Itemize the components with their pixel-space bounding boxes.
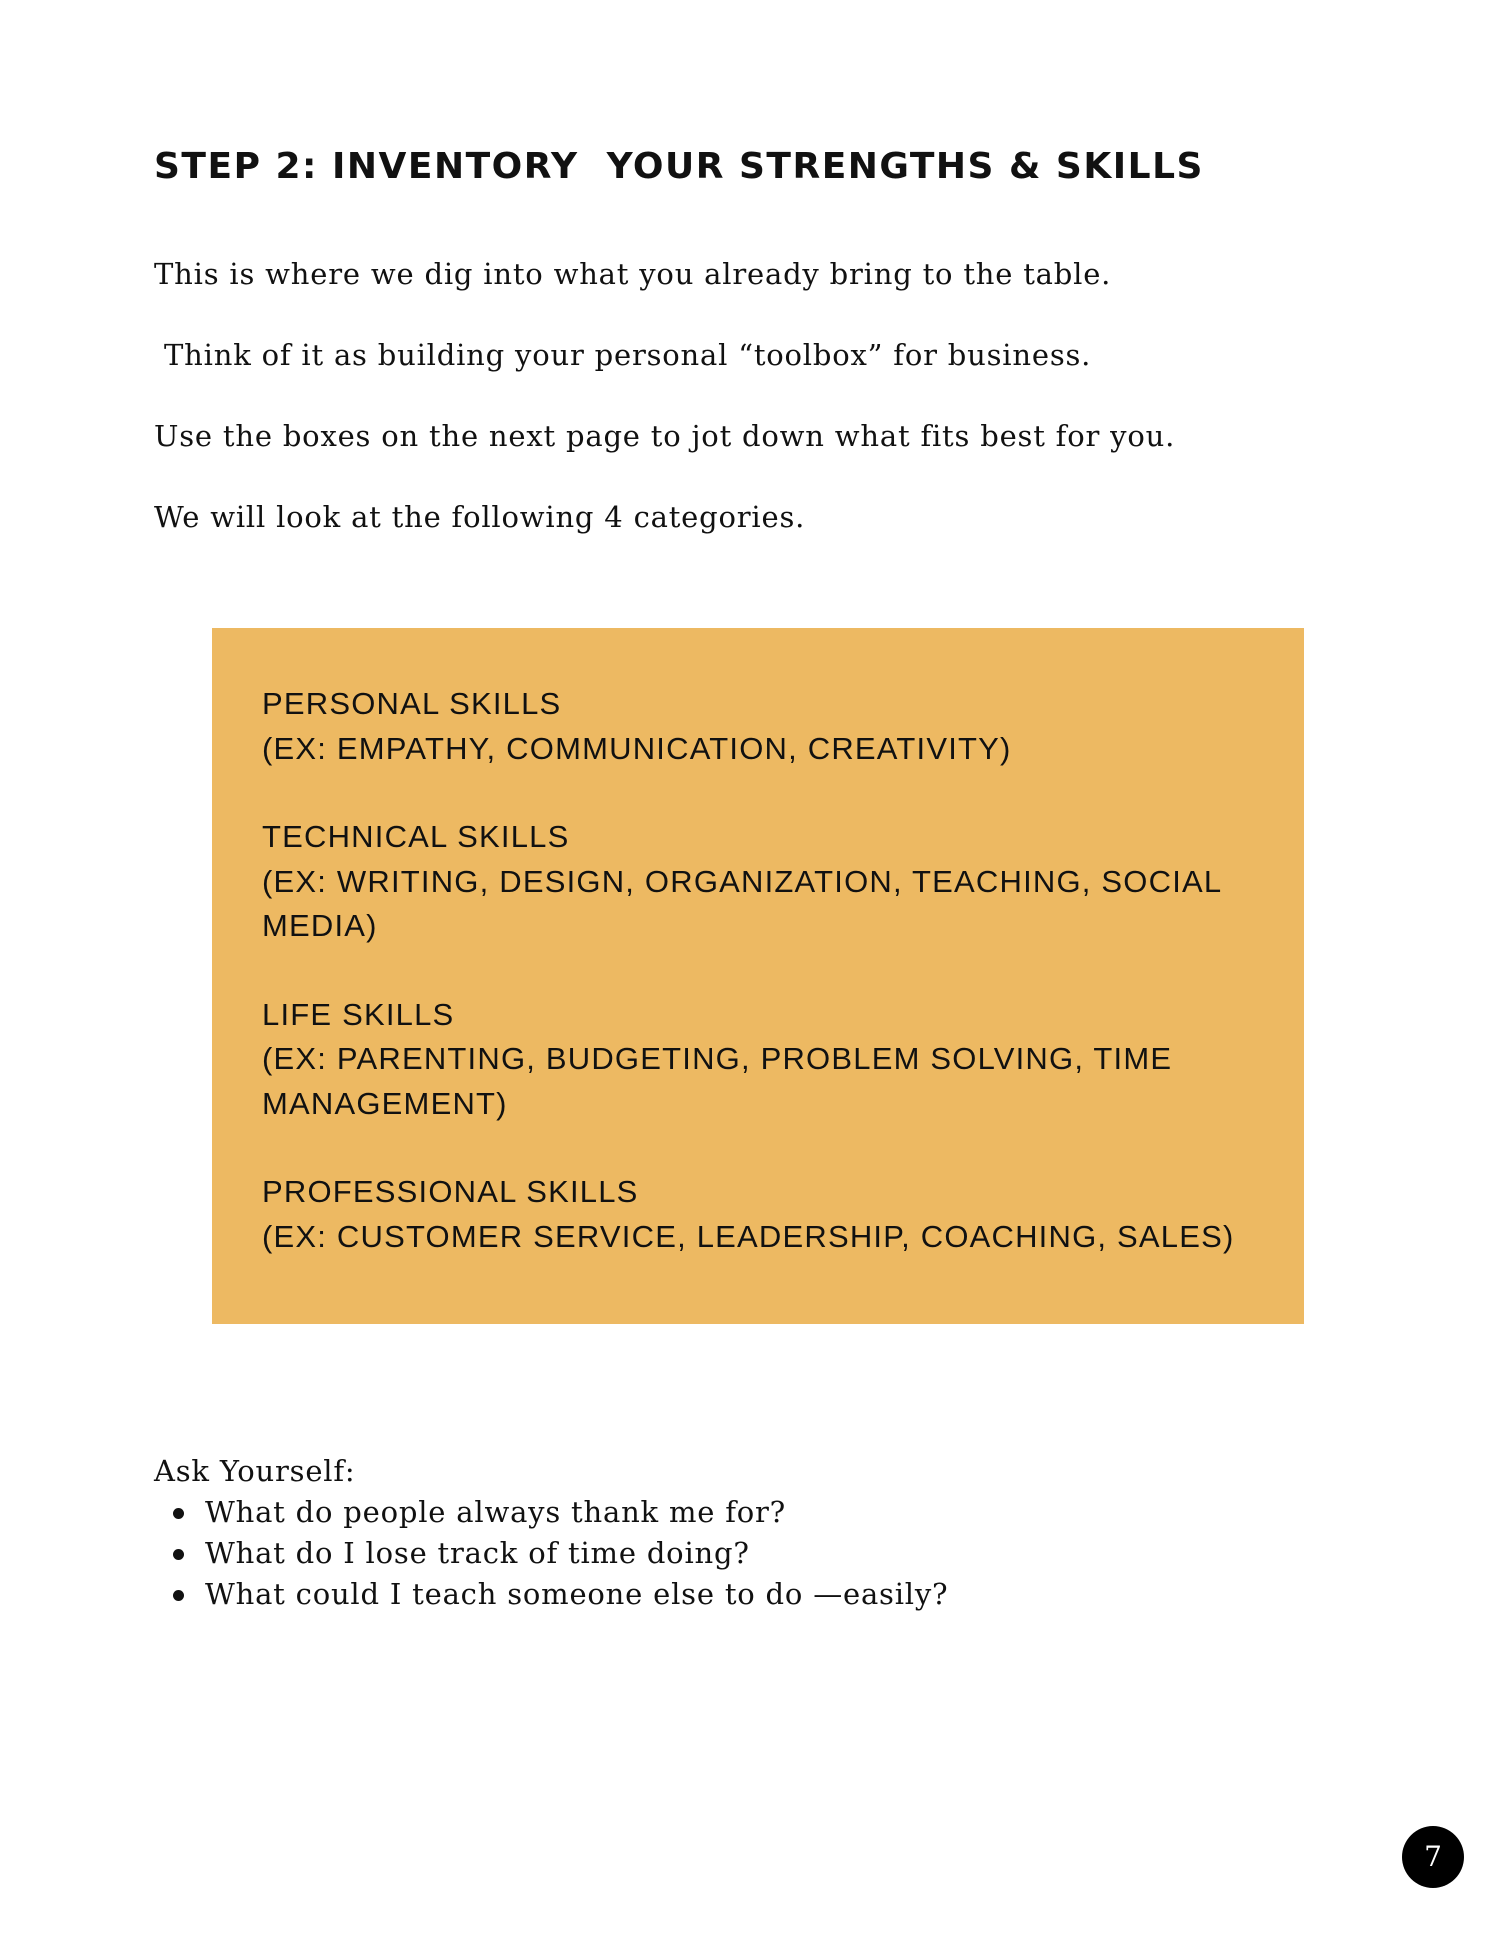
question-text: What could I teach someone else to do —easily?	[205, 1577, 949, 1611]
question-item	[154, 1574, 948, 1615]
intro-paragraph: Think of it as building your personal “toolbox” for business.	[154, 338, 1092, 372]
intro-paragraph: This is where we dig into what you already bring to the table.	[154, 257, 1112, 291]
question-text: What do people always thank me for?	[205, 1495, 787, 1529]
page-number-badge: 7	[1402, 1826, 1464, 1888]
bullet-icon	[173, 1549, 184, 1560]
skill-category-examples: (EX: EMPATHY, COMMUNICATION, CREATIVITY)	[262, 730, 1012, 766]
skill-category-title: PROFESSIONAL SKILLS	[262, 1174, 639, 1209]
ask-yourself-title: Ask Yourself:	[154, 1454, 356, 1488]
skill-category-examples: (EX: PARENTING, BUDGETING, PROBLEM SOLVING, TIME MANAGEMENT)	[262, 1041, 1173, 1121]
skills-categories-box	[212, 628, 1304, 1324]
question-item	[154, 1492, 948, 1533]
skill-category-life	[262, 993, 1254, 1127]
skill-category-title: PERSONAL SKILLS	[262, 686, 562, 721]
bullet-icon	[173, 1590, 184, 1601]
skill-category-technical	[262, 815, 1254, 949]
question-list	[154, 1492, 948, 1615]
skill-category-title: TECHNICAL SKILLS	[262, 819, 570, 854]
skill-category-examples: (EX: CUSTOMER SERVICE, LEADERSHIP, COACHING, SALES)	[262, 1218, 1235, 1254]
intro-text	[154, 256, 1354, 580]
skill-category-title: LIFE SKILLS	[262, 996, 455, 1032]
intro-paragraph: We will look at the following 4 categories.	[154, 500, 806, 534]
question-text: What do I lose track of time doing?	[205, 1536, 750, 1570]
question-item	[154, 1533, 948, 1574]
page-title: STEP 2: INVENTORY YOUR STRENGTHS & SKILLS	[154, 146, 1204, 187]
bullet-icon	[173, 1508, 184, 1519]
skill-category-personal	[262, 682, 1254, 771]
intro-paragraph: Use the boxes on the next page to jot down what fits best for you.	[154, 419, 1176, 453]
ask-yourself-section	[154, 1451, 948, 1615]
skill-category-professional	[262, 1170, 1254, 1259]
skill-category-examples: (EX: WRITING, DESIGN, ORGANIZATION, TEACHING, SOCIAL MEDIA)	[262, 863, 1222, 943]
